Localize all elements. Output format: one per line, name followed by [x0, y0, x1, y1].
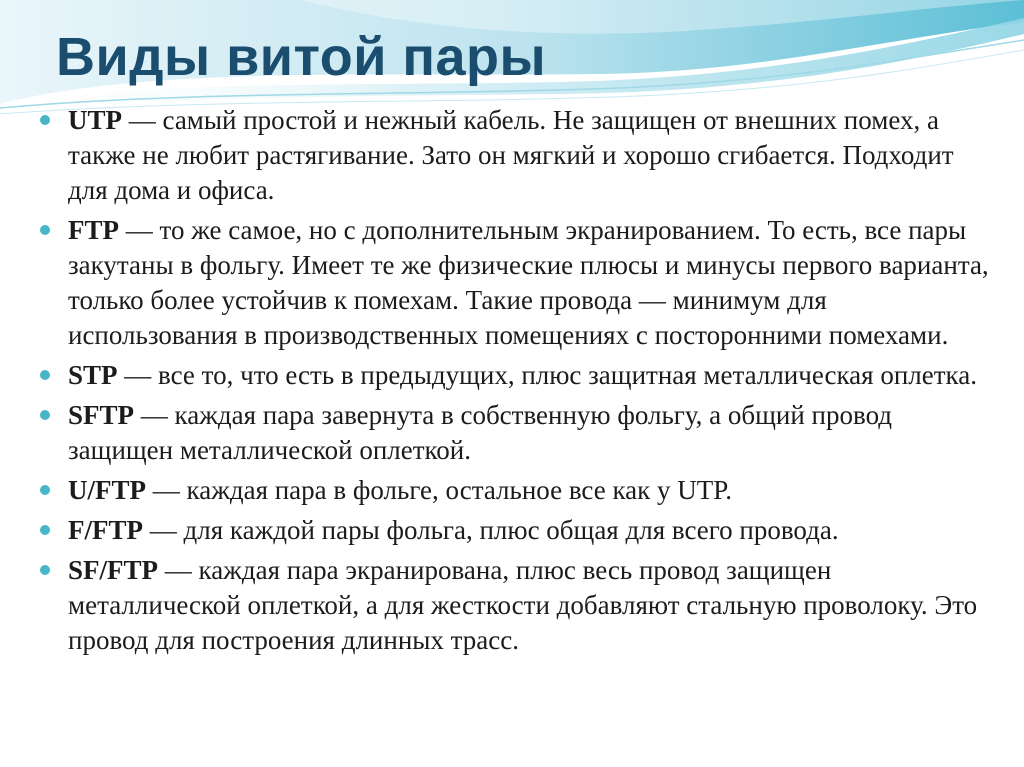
- bullet-icon: [40, 525, 50, 535]
- bullet-icon: [40, 485, 50, 495]
- item-term: F/FTP: [68, 515, 143, 545]
- bullet-icon: [40, 410, 50, 420]
- slide-title: Виды витой пары: [56, 27, 547, 87]
- bullet-icon: [40, 225, 50, 235]
- bullet-list: [37, 103, 997, 663]
- list-item: [37, 398, 997, 468]
- item-text: — каждая пара завернута в собственную фольгу, а общий провод защищен металлической оплеткой.: [68, 400, 893, 465]
- item-term: SF/FTP: [68, 555, 159, 585]
- item-term: U/FTP: [68, 475, 146, 505]
- bullet-icon: [40, 115, 50, 125]
- item-text: — каждая пара экранирована, плюс весь провод защищен металлической оплеткой, а для жесткости добавляют стальную проволоку. Это провод для построения длинных трасс.: [68, 555, 978, 655]
- list-item: [37, 513, 997, 548]
- item-term: FTP: [68, 215, 119, 245]
- list-item: [37, 213, 997, 353]
- item-text: — самый простой и нежный кабель. Не защищен от внешних помех, а также не любит растягивание. Зато он мягкий и хорошо сгибается. Подходит для дома и офиса.: [68, 105, 954, 205]
- list-item: [37, 358, 997, 393]
- item-term: SFTP: [68, 400, 135, 430]
- item-text: — каждая пара в фольге, остальное все как у UTP.: [146, 475, 733, 505]
- item-term: STP: [68, 360, 118, 390]
- item-text: — то же самое, но с дополнительным экранированием. То есть, все пары закутаны в фольгу. Имеет те же физические плюсы и минусы первого варианта, только более устойчив к помехам. Такие провода — минимум для использования в производственных помещениях с посторонними помехами.: [68, 215, 989, 350]
- list-item: [37, 553, 997, 658]
- item-text: — для каждой пары фольга, плюс общая для всего провода.: [143, 515, 839, 545]
- item-term: UTP: [68, 105, 122, 135]
- bullet-icon: [40, 565, 50, 575]
- list-item: [37, 473, 997, 508]
- list-item: [37, 103, 997, 208]
- item-text: — все то, что есть в предыдущих, плюс защитная металлическая оплетка.: [117, 360, 977, 390]
- bullet-icon: [40, 370, 50, 380]
